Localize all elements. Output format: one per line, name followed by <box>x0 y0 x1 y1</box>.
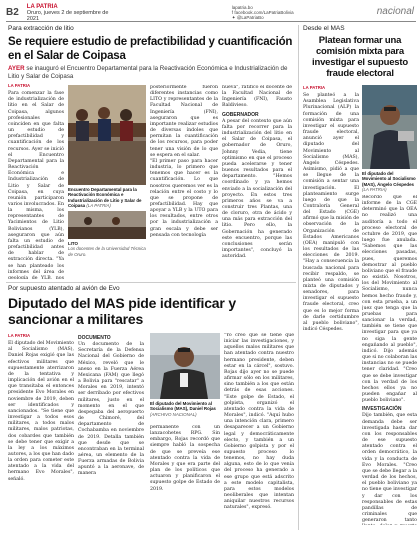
site-url[interactable]: lapatria.bo <box>231 5 253 10</box>
twitter-icon: ✦ <box>231 15 236 20</box>
photo-caption-2 <box>68 241 146 257</box>
article-column-1 <box>303 85 359 525</box>
article-column-1 <box>8 333 74 529</box>
lead-prefix: AYER <box>8 65 25 72</box>
photo-caption <box>150 401 220 417</box>
caption-2-title: LITO <box>68 241 78 246</box>
photo-panel-image <box>68 211 146 239</box>
article-lead <box>8 65 290 80</box>
column-text: Para comenzar la fase de industrialización de litio en el Salar de Coipasa, algunos profesionales coinciden en que falta un estudio de prefactibilidad y cuantificación de los recursos. Ayer se inició el Encuentro Departamental para la Reactivación Económica e Industrialización de Litio y Salar de Coipasa, en cuya reunión participaron varios involucrados. En la misma, los representantes de Yacimientos de Litio Bolivianos (YLB), aseguraron que aún falta un estudio de prefactibilidad antes de hablar de extracción directa. "Ya se han planteado los informes del área de geología de YLB, nos <box>8 91 64 279</box>
subhead: DOCUMENTO <box>78 335 111 341</box>
column-text: A pesar del contexto que aún falta por recorrer para la industrialización del litio en el Salar de Coipasa, el gobernador de Oruro, Johnny Vedia, tiene optimismo en que el proceso pueda acelerarse y tener buenos resultados para el departamento. "Hemos coordinado y ya hemos enviado a la socialización del proyecto. En estos tres primeros años se va a construir tres Plantas, una de cloruro, otra de ácido y una más para extracción del litio. Pero ello, la Gobernación ha generado este encuentro, porque las conclusiones serán importantes", concluyó la autoridad. <box>222 118 292 260</box>
column-text: Recordó que el informe de la CGE determinó que la OEA no realizó una auditoría a todo el proceso electoral de octubre de 2019, que luego fue anulada. "Sabemos que las elecciones pasadas, pues, queremos demostrar al pueblo boliviano que el fraude no existió. Nosotros, los del Movimiento al Socialismo, nunca hemos hecho fraude y, con esta prueba, a un juez que tenga que la pruebas para sancionar la verdad, también se tiene que investigar para que ya no siga la gente engañando al pueblo", indicó. Dijo además que si no colaboran las instancias no se puede tener claridad. "Creo que se debe investigar con la verdad de los hechos ellos ya no pueden engañar al pueblo boliviano". <box>362 195 417 404</box>
article-litio <box>6 25 296 280</box>
column-text: "El primer paso para hacer industria, lo primero que tenemos que hacer es la cuantificación. Lo que nosotros queremos ver es la relación entre el costo y lo que se propone de prefactibilidad. Hay que apoyar a YLB y la UTO para los resultados, entre otros por la industrialización a gran escala y debe ser pensada con tecnología <box>150 158 218 238</box>
section-name: nacional <box>376 6 414 17</box>
subhead: GOBERNADOR <box>222 111 259 118</box>
byline: LA PATRIA <box>8 83 31 88</box>
caption-text: El diputado del Movimiento al Socialismo (MAS), Daniel Rojas <box>150 401 216 412</box>
article-headline: Diputado del MAS pide identificar y sancionar a militares <box>8 295 236 327</box>
issue-date: Oruro, jueves 2 de septiembre de 2021 <box>26 9 109 22</box>
photo-caption <box>362 171 417 193</box>
photo-caption <box>68 187 146 209</box>
facebook-icon: f <box>231 10 234 15</box>
caption-text: Encuentro Departamental para la Reactivación Económica e Industrialización de Litio y Salar de Coipasa <box>68 187 142 209</box>
column-text: permanente con un lanzacohetes RPG. Sin embargo, Rojas recordó que siempre habló la sospecha de que se preveía ese atentado contra la vida de Morales y que era parte del plan de los políticos que actuaron y planificaron el supuesto golpe de Estado de 2019. <box>150 425 220 492</box>
lead-text: se inauguró el Encuentro Departamental para la Reactivación Económica e Industrialización de Litio y Salar de Coipasa <box>8 65 288 80</box>
twitter-handle[interactable]: @LaPatriaBo <box>236 15 264 20</box>
caption-text: El diputado del Movimiento al Socialismo (MAS), Ángelo Céspedes <box>362 171 416 187</box>
page-number: B2 <box>6 7 19 18</box>
column-text: nueva", ratificó el docente de la Facultad Nacional de Ingeniería (FNI), Fausto Baldivieso. <box>222 85 292 109</box>
article-column-3 <box>222 85 292 279</box>
caption-credit: (LA PATRIA) <box>362 187 387 193</box>
article-column-2 <box>150 85 218 279</box>
article-photo-rojas <box>150 333 220 399</box>
article-column-4 <box>224 333 294 529</box>
page-header <box>6 4 416 22</box>
article-headline: Se requiere estudio de prefactibilidad y cuantificación en el Salar de Coipasa <box>8 36 293 62</box>
article-column-1 <box>8 83 64 279</box>
photo-deputy-image <box>362 85 417 169</box>
column-text: El diputado del Movimiento al Socialismo (MAS), Daniel Rojas exigió que las efectivos militares que supuestamente aterrizaron de la tentativa y implicación del avión en el que transitaba el entonces presidente Evo Morales en noviembre de 2019, deben ser identificados y sancionados. "Se tiene que investigar a todos esos militares, a todos malos militares, malos patriotas, dos cobardes que también se debe tener que exigir a la ley a los máximos autores, a los que han dado la orden para cometer este atentado a la vida del hermano Evo Morales", señaló. <box>8 341 74 482</box>
column-text: Se planteó a la Asamblea Legislativa Plurinacional (ALP) la formación de una comisión mixta para investigar el supuesto fraude electoral, anunció ayer el diputado del Movimiento al Socialismo (MAS), Ángelo Céspedes. Asimismo, pidió a que se llegue de la comisión a sentar una investigación. El planteamiento surge luego de que la Contraloría General del Estado (CGE) afirmó que la misión de observación de la Organización de Estados Americanos (OEA) manipuló con los resultados de las elecciones de 2019. "Hay a consecuencia la buscada nacional para recibir respaldo, se planteó una comisión mixta de diputados y senadores, para investigar el supuesto fraude electoral, creo que es lo mejor forma de darle certidumbre al pueblo boliviano", indicó Céspedes. <box>303 93 359 333</box>
caption-2-text: Los docentes de la Universidad Técnica de Oruro. <box>68 246 146 257</box>
article-kicker: Por supuesto atentado al avión de Evo <box>8 285 120 292</box>
article-photo-meeting <box>68 85 146 185</box>
article-diputado <box>6 282 296 532</box>
article-comision <box>298 25 418 530</box>
masthead <box>27 4 122 22</box>
social-links <box>232 5 312 20</box>
column-text: Un documento de la Secretaría de la Defensa Nacional del Gobierno de México, reveló que le anexo en la Fuerza Aérea Mexicana (FAM) que llegó a Bolivia para "rescatar" a Morales en 2019, intentó ser derribado por efectivos militares, justo en el momento en el que despegaba del aeropuerto de Chimoré, del departamento de Cochabamba en noviembre de 2019. Detalla también que desde que se encontraban en la terminal aérea, un elemento de la Fuerza armadas de Bolivia apuntó a la aeronave, de manera <box>78 342 144 477</box>
facebook-url[interactable]: facebook.com/LaPatriaBolivia <box>234 10 294 15</box>
subhead: INVESTIGACIÓN <box>362 406 402 413</box>
article-kicker: Para extracción de litio <box>8 25 74 32</box>
brand-name: LA PATRIA <box>26 3 58 10</box>
byline: LA PATRIA <box>303 85 326 90</box>
photo-meeting-image <box>68 85 146 185</box>
byline: LA PATRIA <box>8 333 31 338</box>
column-text: "Yo creo que se tiene que iniciar las investigaciones, y aquellos malos militares que han atentado contra nuestro hermano presidente, deben estar en la cárcel", sostuvo. Rojas dijo ayer no se puede afirmar sólo en los militares, sino también a los que están detrás de esas acciones. "Este golpe de Estado, el golpista, organizó el atentado contra la vida de Morales", indicó. "Aquí hubo una intención clara, primero desaparecer a un Gobierno legal y democráticamente electo, y también a un Gobierno golpista y por el supuesto proceso lo tenemos, no hay duda alguna, esto de lo que venía del proceso ha generado a ese grupo que está adscrito a este modelo capitalista, para estos modelos neoliberales que intentan aniquilar nuestros recursos naturales", expresó. <box>224 333 294 511</box>
column-text: posteriormente fueron diferentes instancias como LITO y representantes de la Facultad Nacional de Ingeniería (FNI), aseguraron que es importante realizar estudios de diversas índoles que permitan la cuantificación de los recursos, para poder tener una visión de lo que se espera en el salar. <box>150 85 218 158</box>
caption-credit: (LA PATRIA) <box>86 203 111 209</box>
article-kicker: Desde el MAS <box>303 25 345 32</box>
article-column-2 <box>362 195 417 525</box>
article-photo-panel <box>68 211 146 239</box>
photo-rojas-image <box>150 333 220 399</box>
article-column-2 <box>78 333 144 529</box>
column-text: Dijo también, que esta demanda debe ser investigada hasta dar con los responsables de ese supuesto atentado contra el orden democrático, la vida y la conducta de Evo Morales. "Creo que se debe llegar a la verdad de los hechos, el pueblo boliviano ya no tiene que investigar y dar con los responsables de estas pandillas de criminales que generaron tanto <box>362 413 417 524</box>
article-column-3 <box>150 425 220 529</box>
article-photo-deputy <box>362 85 417 169</box>
article-headline: Platean formar una comisión mixta para investigar el supuesto fraude electoral <box>312 35 408 79</box>
caption-credit: (ARCHIVO NACIONAL) <box>150 411 197 417</box>
